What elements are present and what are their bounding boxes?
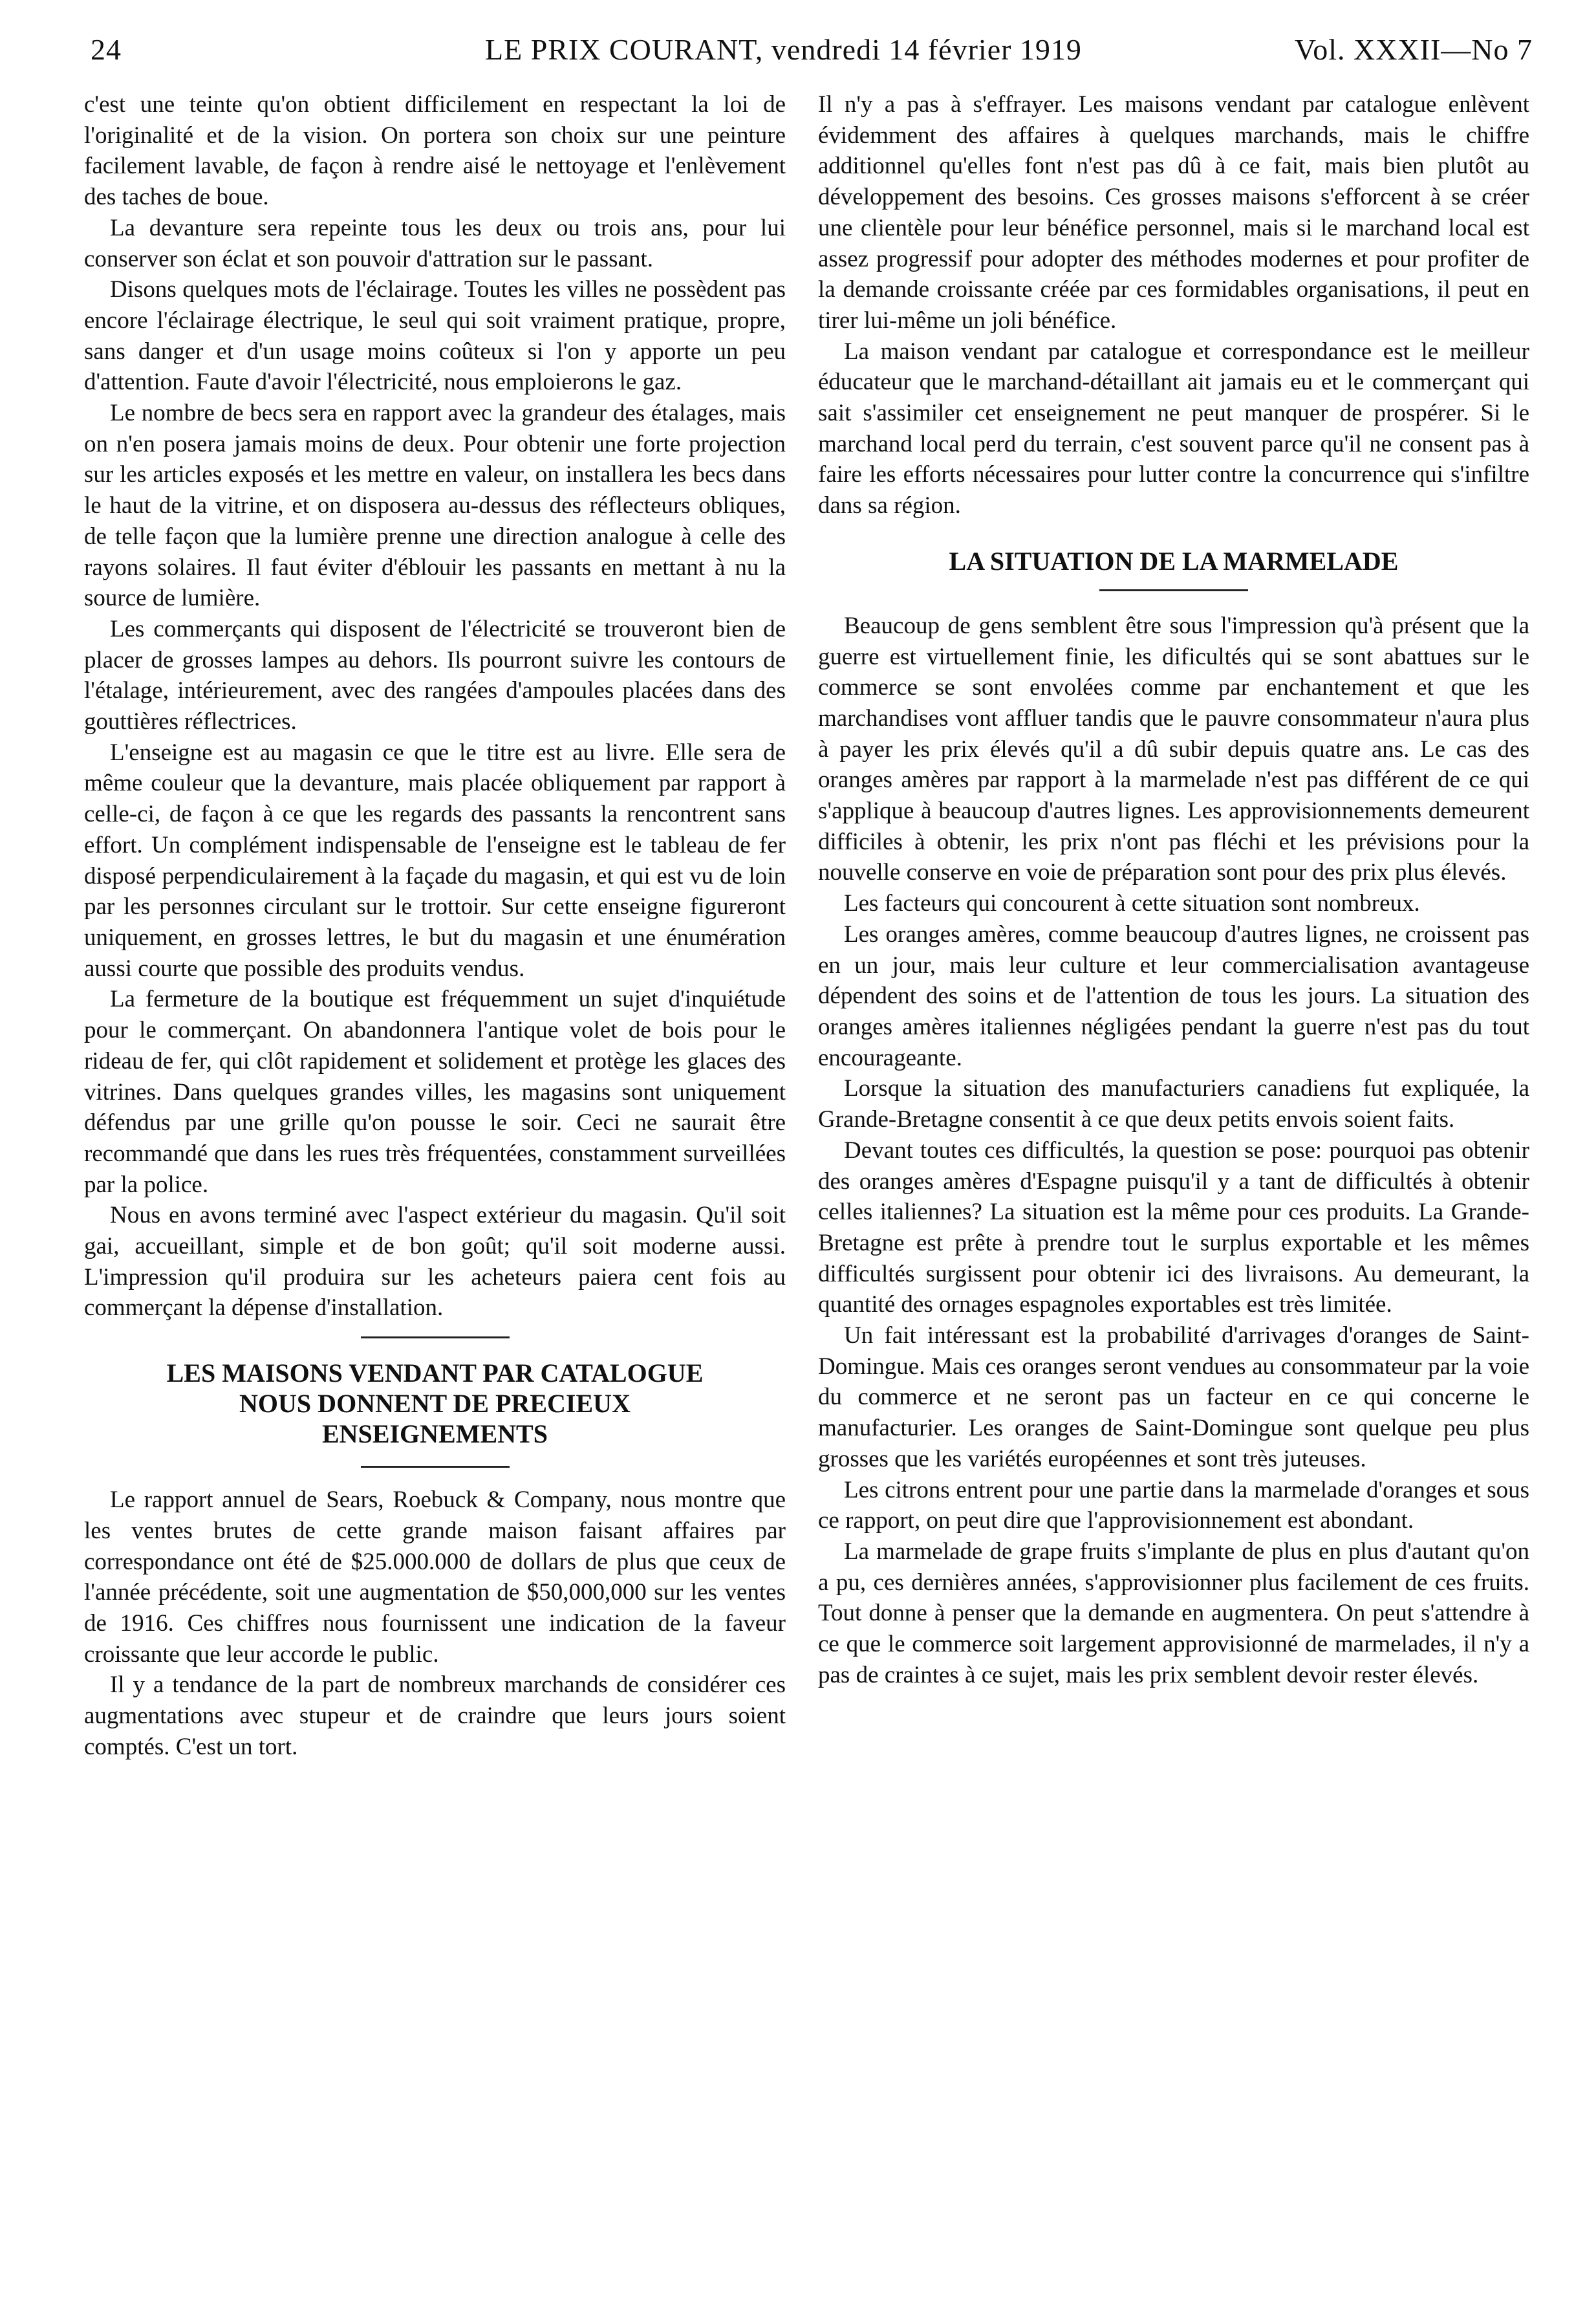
paragraph: Les citrons entrent pour une partie dans la marmelade d'oranges et sous ce rapport, on peut dire que l'approvisionnement est abondant.	[818, 1476, 1529, 1534]
paragraph: L'enseigne est au magasin ce que le titre est au livre. Elle sera de même couleur que la devanture, mais placée obliquement par rapport à celle-ci, de façon à ce que les regards des passants la rencontrent sans effort. Un complément indispensable de l'enseigne est le tableau de fer disposé perpendiculairement à la façade du magasin, et qui est vu de loin par les personnes circulant sur le trottoir. Sur cette enseigne figureront uniquement, en grosses lettres, le but du magasin et une énumération aussi courte que possible des produits vendus.	[84, 739, 786, 982]
paragraph: Un fait intéressant est la probabilité d'arrivages d'oranges de Saint-Domingue. Mais ces oranges seront vendues au consommateur par la voie du commerce et ne seront pas un facteur en ce qui concerne le manufacturier. Les oranges de Saint-Domingue sont quelque peu plus grosses que les variétés européennes et sont très juteuses.	[818, 1322, 1529, 1472]
paragraph: Le nombre de becs sera en rapport avec la grandeur des étalages, mais on n'en posera jamais moins de deux. Pour obtenir une forte projection sur les articles exposés et les mettre en valeur, on installera les becs dans le haut de la vitrine, et on disposera au-dessus des réflecteurs obliques, de telle façon que la lumière prenne une direction analogue à celle des rayons solaires. Il faut éviter d'éblouir les passants en mettant à nu la source de lumière.	[84, 400, 786, 612]
paragraph: Le rapport annuel de Sears, Roebuck & Company, nous montre que les ventes brutes de cette grande maison faisant affaires par correspondance ont été de $25.000.000 de dollars de plus que ceux de l'année précédente, soit une augmentation de $50,000,000 sur les ventes de 1916. Ces chiffres nous fournissent une indication de la faveur croissante que leur accorde le public.	[84, 1487, 786, 1668]
section-heading-line: NOUS DONNENT DE PRECIEUX	[239, 1389, 631, 1419]
paragraph: La marmelade de grape fruits s'implante de plus en plus d'autant qu'on a pu, ces dernières années, s'approvisionner plus facilement de ces fruits. Tout donne à penser que la demande en augmentera. On peut s'attendre à ce que le commerce soit largement approvisionné de marmelades, il n'y a pas de craintes à ce sujet, mais les prix semblent devoir rester élevés.	[818, 1538, 1529, 1688]
paragraph: Devant toutes ces difficultés, la question se pose: pourquoi pas obtenir des oranges amères d'Espagne puisqu'il y a tant de difficultés à obtenir celles italiennes? La situation est la même pour ces produits. La Grande-Bretagne est prête à prendre tout le surplus exportable et les mêmes difficultés surgissent pour obtenir ici des livraisons. Au demeurant, la quantité des ornages espagnoles exportables est très limitée.	[818, 1137, 1529, 1318]
paragraph: La devanture sera repeinte tous les deux ou trois ans, pour lui conserver son éclat et son pouvoir d'attration sur le passant.	[84, 214, 786, 272]
paragraph: Il y a tendance de la part de nombreux marchands de considérer ces augmentations avec stupeur et de craindre que leurs jours soient comptés. C'est un tort.	[84, 1672, 786, 1760]
paragraph: Les facteurs qui concourent à cette situation sont nombreux.	[844, 890, 1420, 917]
page-header	[45, 25, 1533, 70]
paragraph: Lorsque la situation des manufacturiers canadiens fut expliquée, la Grande-Bretagne consentit à ce que deux petits envois soient faits.	[818, 1075, 1529, 1133]
right-column	[818, 89, 1529, 1690]
paragraph: Les commerçants qui disposent de l'électricité se trouveront bien de placer de grosses lampes au dehors. Ils pourront suivre les contours de l'étalage, intérieurement, avec des rangées d'ampoules placées dans des gouttières réflectrices.	[84, 615, 786, 735]
spacer	[818, 521, 1529, 546]
paragraph: Disons quelques mots de l'éclairage. Toutes les villes ne possèdent pas encore l'éclairage électrique, le seul qui soit vraiment pratique, propre, sans danger et d'un usage moins coûteux si l'on y apporte un peu d'attention. Faute d'avoir l'électricité, nous emploierons le gaz.	[84, 276, 786, 396]
paragraph: Les oranges amères, comme beaucoup d'autres lignes, ne croissent pas en un jour, mais leur culture et leur commercialisation avantageuse dépendent des soins et de l'attention de tous les jours. La situation des oranges amères italiennes négligées pendant la guerre n'est pas du tout encourageante.	[818, 921, 1529, 1071]
section-heading-line: LES MAISONS VENDANT PAR CATALOGUE	[166, 1358, 704, 1388]
paragraph: Beaucoup de gens semblent être sous l'impression qu'à présent que la guerre est virtuellement finie, les dificultés qui se sont abattues sur le commerce se sont envolées comme par enchantement et que les marchandises vont affluer tandis que le pauvre consommateur n'aura plus à payer les prix élevés qu'il a dû subir depuis quatre ans. Le cas des oranges amères par rapport à la marmelade n'est pas différent de ce qui s'applique à beaucoup d'autres lignes. Les approvisionnements demeurent difficiles à obtenir, les prix n'ont pas fléchi et les prévisions pour la nouvelle conserve en voie de préparation sont pour des prix plus élevés.	[818, 612, 1529, 886]
paragraph: Il n'y a pas à s'effrayer. Les maisons vendant par catalogue enlèvent évidemment des affaires à quelques marchands, mais le chiffre additionnel qu'elles font n'est pas dû à ce fait, mais bien plutôt au développement des besoins. Ces grosses maisons s'efforcent à se créer une clientèle pour leur bénéfice personnel, mais si le marchand local est assez progressif pour adopter des méthodes modernes et pour profiter de la demande croissante créée par ces formidables organisations, il peut en tirer lui-même un joli bénéfice.	[818, 91, 1529, 334]
volume-number: Vol. XXXII—No 7	[1294, 33, 1533, 66]
publication-title: LE PRIX COURANT, vendredi 14 février 1919	[485, 33, 1082, 66]
paragraph: La fermeture de la boutique est fréquemment un sujet d'inquiétude pour le commerçant. On abandonnera l'antique volet de bois pour le rideau de fer, qui clôt rapidement et solidement et protège les glaces des vitrines. Dans quelques grandes villes, les magasins sont uniquement défendus par une grille qu'on pousse le soir. Ceci ne saurait être recommandé que dans les rues très fréquentées, constamment surveillées par la police.	[84, 986, 786, 1198]
section-heading: LA SITUATION DE LA MARMELADE	[949, 546, 1399, 576]
paragraph: c'est une teinte qu'on obtient difficilement en respectant la loi de l'originalité et de la vision. On portera son choix sur une peinture facilement lavable, de façon à rendre aisé le nettoyage et l'enlèvement des taches de boue.	[84, 91, 786, 211]
page-number: 24	[91, 33, 122, 66]
left-column	[84, 89, 786, 1762]
paragraph: Nous en avons terminé avec l'aspect extérieur du magasin. Qu'il soit gai, accueillant, simple et de bon goût; qu'il soit moderne aussi. L'impression qu'il produira sur les acheteurs paiera cent fois au commerçant la dépense d'installation.	[84, 1202, 786, 1322]
section-heading-line: ENSEIGNEMENTS	[322, 1419, 548, 1449]
section-rule	[361, 1466, 510, 1468]
section-rule	[361, 1336, 510, 1338]
section-rule	[1099, 589, 1248, 591]
paragraph: La maison vendant par catalogue et correspondance est le meilleur éducateur que le marchand-détaillant ait jamais eu et le commerçant qui sait s'assimiler cet enseignement ne peut manquer de prospérer. Si le marchand local perd du terrain, c'est souvent parce qu'il ne consent pas à faire les efforts nécessaires pour lutter contre la concurrence qui s'infiltre dans sa région.	[818, 338, 1529, 519]
